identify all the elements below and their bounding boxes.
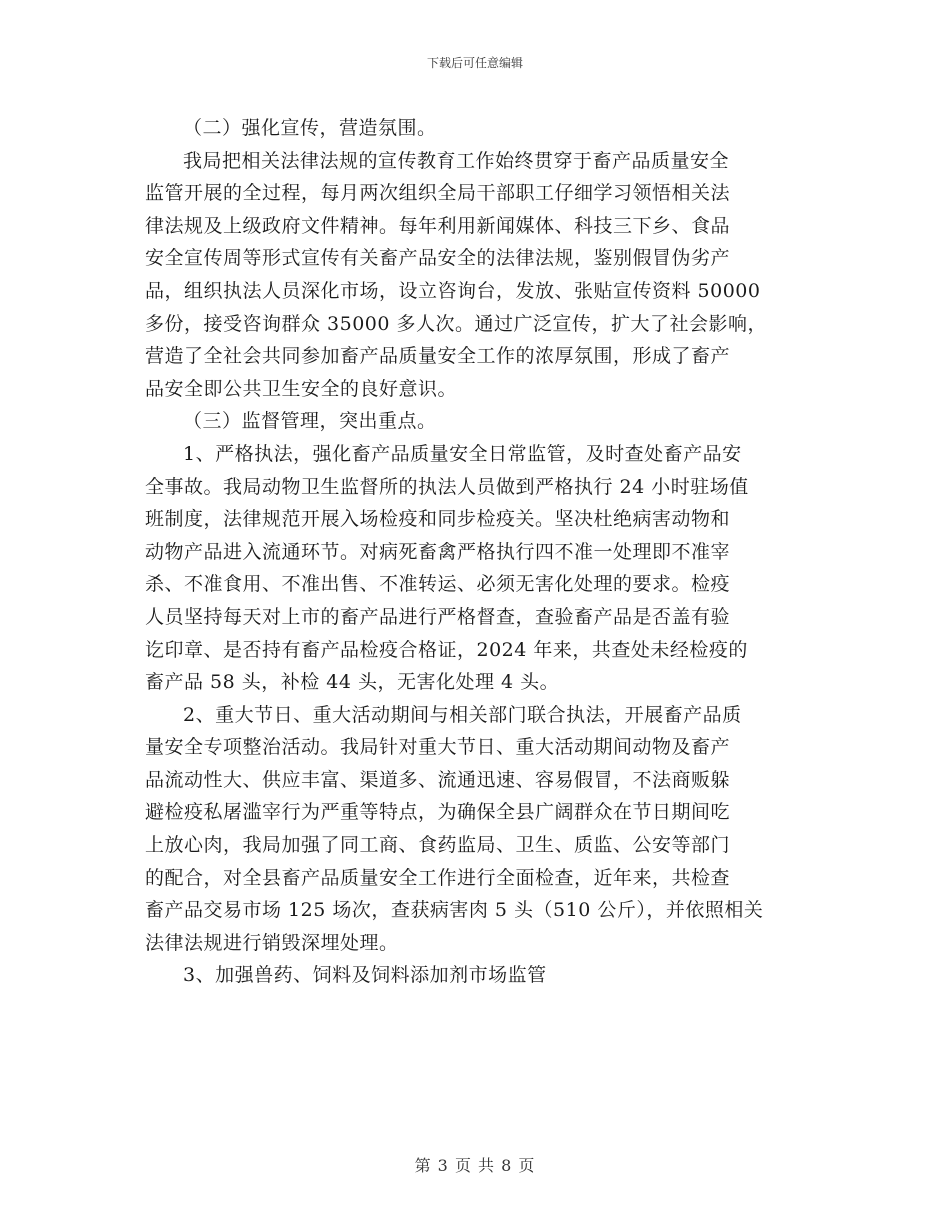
paragraph-line: 品流动性大、供应丰富、渠道多、流通迅速、容易假冒，不法商贩躲	[145, 768, 731, 791]
paragraph-line: 杀、不准食用、不准出售、不准转运、必须无害化处理的要求。检疫	[145, 573, 731, 596]
paragraph-line: 律法规及上级政府文件精神。每年利用新闻媒体、科技三下乡、食品	[145, 214, 731, 237]
paragraph-line: 上放心肉，我局加强了同工商、食药监局、卫生、质监、公安等部门	[145, 834, 731, 857]
paragraph-line: 营造了全社会共同参加畜产品质量安全工作的浓厚氛围，形成了畜产	[145, 345, 731, 368]
paragraph-line: 品，组织执法人员深化市场，设立咨询台，发放、张贴宣传资料 50000	[145, 279, 761, 302]
paragraph-line: 多份，接受咨询群众 35000 多人次。通过广泛宣传，扩大了社会影响，	[145, 312, 768, 335]
section-heading-2: （二）强化宣传，营造氛围。	[183, 117, 437, 139]
page-header-note: 下载后可任意编辑	[426, 56, 523, 70]
paragraph-line: 班制度，法律规范开展入场检疫和同步检疫关。坚决杜绝病害动物和	[145, 508, 731, 531]
paragraph-line: 品安全即公共卫生安全的良好意识。	[145, 377, 458, 400]
paragraph-line: 全事故。我局动物卫生监督所的执法人员做到严格执行 24 小时驻场值	[145, 475, 749, 498]
section-heading-3: （三）监督管理，突出重点。	[183, 410, 437, 433]
paragraph-line: 人员坚持每天对上市的畜产品进行严格督查，查验畜产品是否盖有验	[145, 605, 731, 628]
paragraph-line: 1、严格执法，强化畜产品质量安全日常监管，及时查处畜产品安	[183, 442, 742, 465]
paragraph-line: 量安全专项整治活动。我局针对重大节日、重大活动期间动物及畜产	[145, 736, 731, 759]
paragraph-line: 我局把相关法律法规的宣传教育工作始终贯穿于畜产品质量安全	[183, 149, 730, 172]
paragraph-line: 的配合，对全县畜产品质量安全工作进行全面检查，近年来，共检查	[145, 866, 731, 889]
paragraph-line: 动物产品进入流通环节。对病死畜禽严格执行四不准一处理即不准宰	[145, 540, 731, 563]
paragraph-line: 安全宣传周等形式宣传有关畜产品安全的法律法规，鉴别假冒伪劣产	[145, 247, 731, 270]
paragraph-line: 讫印章、是否持有畜产品检疫合格证，2024 年来，共查处未经检疫的	[145, 638, 748, 661]
paragraph-line: 畜产品 58 头，补检 44 头，无害化处理 4 头。	[145, 671, 560, 694]
paragraph-line: 2、重大节日、重大活动期间与相关部门联合执法，开展畜产品质	[183, 703, 742, 726]
paragraph-line: 监管开展的全过程，每月两次组织全局干部职工仔细学习领悟相关法	[145, 182, 731, 205]
document-body	[145, 112, 810, 992]
page-number: 第 3 页 共 8 页	[414, 1156, 536, 1175]
paragraph-line: 避检疫私屠滥宰行为严重等特点，为确保全县广阔群众在节日期间吃	[145, 801, 731, 824]
paragraph-line: 畜产品交易市场 125 场次，查获病害肉 5 头（510 公斤），并依照相关	[145, 899, 764, 922]
paragraph-line: 3、加强兽药、饲料及饲料添加剂市场监管	[183, 964, 547, 987]
paragraph-line: 法律法规进行销毁深埋处理。	[145, 931, 399, 954]
